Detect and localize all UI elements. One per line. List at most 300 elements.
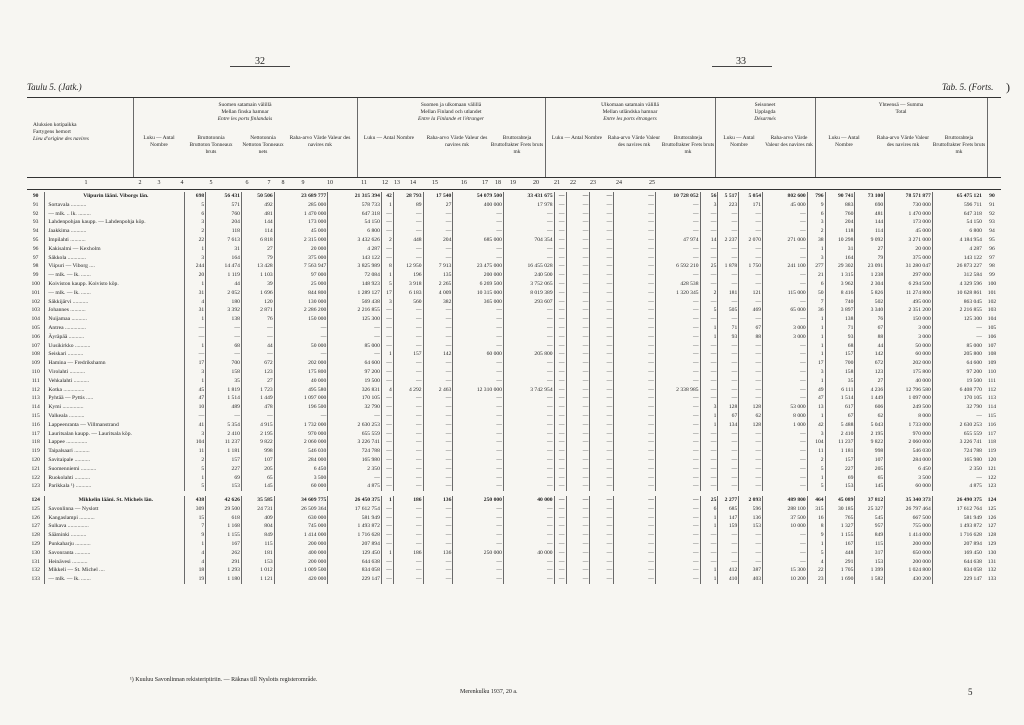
table-cell: — [503, 394, 554, 403]
table-cell: 1 [185, 377, 206, 386]
table-cell: — [614, 218, 656, 227]
row-number: 95 [32, 236, 39, 243]
table-cell: 24 731 [241, 505, 274, 514]
table-cell: — [700, 280, 718, 289]
table-cell: — [614, 324, 656, 333]
row-number: 117 [31, 430, 40, 437]
row-number: 93 [989, 219, 995, 226]
table-cell: — [718, 465, 739, 474]
table-cell: — [566, 447, 590, 456]
table-cell: — [328, 474, 382, 483]
table-cell: — [423, 254, 453, 263]
table-cell: 1 155 [206, 531, 242, 540]
table-cell: 284 000 [885, 456, 933, 465]
table-cell: — [381, 218, 393, 227]
table-cell: 121 [739, 289, 763, 298]
table-cell: 21 [807, 271, 825, 280]
table-cell: 690 [855, 201, 885, 210]
table-cell: — [590, 474, 614, 483]
table-cell: — [739, 359, 763, 368]
table-cell: 647 318 [932, 210, 983, 219]
table-cell: 765 [825, 514, 855, 523]
table-cell: — [590, 289, 614, 298]
table-cell: — [503, 447, 554, 456]
table-cell: — [614, 227, 656, 236]
table-cell: 365 000 [453, 298, 504, 307]
table-cell: — [655, 482, 700, 491]
table-cell: — [590, 359, 614, 368]
table-cell: — [453, 421, 504, 430]
table-cell: — [274, 412, 328, 421]
table-cell: 1 878 [718, 262, 739, 271]
table-cell: — [554, 262, 566, 271]
table-cell: 44 [855, 342, 885, 351]
table-caption-left: Taulu 5. (Jatk.) [27, 82, 82, 92]
table-cell: 1 [700, 522, 718, 531]
table-cell: — [700, 271, 718, 280]
table-cell: 10 000 [763, 522, 808, 531]
table-cell: 244 [185, 262, 206, 271]
row-number: 118 [31, 439, 40, 446]
table-cell: — [554, 254, 566, 263]
table-cell: — [614, 236, 656, 245]
table-cell: — [453, 575, 504, 584]
table-cell: — [453, 359, 504, 368]
table-cell: — [185, 350, 206, 359]
table-cell: 138 [825, 315, 855, 324]
table-cell: 36 [807, 306, 825, 315]
table-cell: — [393, 210, 423, 219]
row-number: 114 [987, 404, 997, 411]
table-cell: — [718, 315, 739, 324]
row-number: 94 [32, 228, 39, 235]
table-cell: 1 012 [241, 566, 274, 575]
table-cell: 618 [206, 514, 242, 523]
table-cell: 998 [855, 447, 885, 456]
table-cell: — [739, 531, 763, 540]
table-cell: — [566, 549, 590, 558]
table-cell: 114 [855, 227, 885, 236]
table-cell: — [763, 350, 808, 359]
table-cell: 6 [807, 210, 825, 219]
table-cell: 1 [185, 315, 206, 324]
table-cell: 11 [185, 447, 206, 456]
table-row [27, 333, 1001, 342]
table-cell: 2 338 985 [655, 386, 700, 395]
table-cell: 1 097 000 [274, 394, 328, 403]
table-cell: 26 873 227 [932, 262, 983, 271]
table-cell: 849 [855, 531, 885, 540]
table-cell: 93 [718, 333, 739, 342]
table-cell: 2 [185, 227, 206, 236]
table-cell: — [241, 350, 274, 359]
table-cell: 2 195 [241, 430, 274, 439]
place-name: — mlk. — lk. ....... [45, 575, 185, 584]
table-cell: 134 [718, 421, 739, 430]
table-row [27, 403, 1001, 412]
table-cell: 262 [206, 549, 242, 558]
table-cell: 1 181 [825, 447, 855, 456]
row-number: 98 [32, 263, 39, 270]
table-cell: — [739, 271, 763, 280]
table-cell: — [590, 412, 614, 421]
table-cell: 27 [423, 201, 453, 210]
table-cell: 317 [855, 549, 885, 558]
table-cell: 223 [718, 201, 739, 210]
table-cell: — [763, 342, 808, 351]
table-cell: — [566, 465, 590, 474]
table-cell: 3 [185, 430, 206, 439]
table-cell: 1 [807, 324, 825, 333]
table-cell: — [614, 447, 656, 456]
table-cell: 1 [807, 342, 825, 351]
table-cell: — [423, 474, 453, 483]
table-cell: — [763, 482, 808, 491]
row-number: 96 [989, 245, 995, 252]
subheader-value: Raha-arvo Värde Valeur des navires mk [607, 135, 661, 148]
table-cell: 148 923 [328, 280, 382, 289]
table-cell: — [590, 227, 614, 236]
table-cell: — [655, 514, 700, 523]
table-row [27, 421, 1001, 430]
table-cell: — [655, 298, 700, 307]
table-cell: 1 414 000 [274, 531, 328, 540]
table-row [27, 236, 1001, 245]
table-cell: — [423, 505, 453, 514]
place-name: Pyhtää — Pyttis ..... [45, 394, 185, 403]
corner-mark: ) [1006, 80, 1010, 94]
table-cell: — [328, 412, 382, 421]
table-cell: 145 [241, 482, 274, 491]
table-cell: — [700, 474, 718, 483]
table-cell: — [566, 359, 590, 368]
table-cell: — [554, 430, 566, 439]
table-cell: 1 [381, 201, 393, 210]
table-cell: — [763, 386, 808, 395]
table-cell: — [503, 558, 554, 567]
table-cell: — [655, 447, 700, 456]
table-cell: 644 638 [932, 558, 983, 567]
table-cell: 71 [825, 324, 855, 333]
table-row [27, 394, 1001, 403]
place-name: Jaakkima ........... [45, 227, 185, 236]
table-cell: — [241, 412, 274, 421]
table-cell: 159 [718, 522, 739, 531]
page-number-right: 33 [736, 56, 746, 67]
table-cell: 37 812 [855, 496, 885, 505]
table-cell: — [566, 324, 590, 333]
table-cell: — [453, 227, 504, 236]
table-cell: 13 428 [241, 262, 274, 271]
table-cell: — [423, 210, 453, 219]
table-cell: 8 000 [885, 412, 933, 421]
table-cell: 249 500 [885, 403, 933, 412]
table-cell: 54 150 [932, 218, 983, 227]
table-cell: — [453, 438, 504, 447]
table-cell: 430 200 [885, 575, 933, 584]
table-cell: — [655, 342, 700, 351]
table-cell: 5 [807, 482, 825, 491]
table-cell: — [614, 403, 656, 412]
table-cell: — [700, 386, 718, 395]
table-cell: — [590, 210, 614, 219]
table-cell: 14 [700, 236, 718, 245]
table-cell: 53 000 [763, 403, 808, 412]
row-number: 110 [987, 368, 997, 375]
table-cell: — [614, 522, 656, 531]
table-cell: 4 [185, 298, 206, 307]
table-cell: 128 [718, 403, 739, 412]
table-cell: 1 [807, 474, 825, 483]
row-number: 92 [32, 210, 39, 217]
row-number: 98 [989, 263, 995, 270]
table-cell: 50 000 [885, 342, 933, 351]
page-number-left: 32 [255, 56, 265, 67]
place-name: Lahdenpohjan kaupp. — Lahdenpohja köp. [45, 218, 185, 227]
table-cell: — [739, 350, 763, 359]
table-cell: 502 [855, 298, 885, 307]
table-cell: — [554, 192, 566, 201]
place-name: Parikkala ¹) ........... [45, 482, 185, 491]
table-cell: — [503, 531, 554, 540]
table-cell: — [739, 218, 763, 227]
table-cell: — [566, 412, 590, 421]
table-cell: 19 500 [932, 377, 983, 386]
table-row [27, 210, 1001, 219]
table-row [27, 218, 1001, 227]
table-cell: — [503, 210, 554, 219]
row-number: 118 [987, 439, 997, 446]
table-cell: — [700, 482, 718, 491]
table-cell: — [614, 566, 656, 575]
table-cell: — [590, 236, 614, 245]
table-cell: — [655, 333, 700, 342]
table-cell: 1 097 000 [885, 394, 933, 403]
table-cell: — [554, 447, 566, 456]
table-cell: 173 000 [885, 218, 933, 227]
table-cell: — [423, 522, 453, 531]
table-cell: — [554, 575, 566, 584]
table-cell: — [739, 342, 763, 351]
table-cell: 3 226 741 [932, 438, 983, 447]
table-cell: — [241, 324, 274, 333]
table-cell: 125 300 [932, 315, 983, 324]
table-cell: 107 [241, 456, 274, 465]
row-number: 126 [987, 514, 997, 521]
table-cell: — [274, 350, 328, 359]
table-cell: — [590, 403, 614, 412]
table-cell: 3 000 [885, 324, 933, 333]
row-number: 122 [31, 474, 40, 481]
table-cell: 186 [393, 549, 423, 558]
table-cell: — [655, 306, 700, 315]
table-cell: — [381, 342, 393, 351]
table-cell: 10 200 [763, 575, 808, 584]
table-cell: 2 410 [206, 430, 242, 439]
place-name: Säkkola ............. [45, 254, 185, 263]
row-number: 94 [989, 228, 995, 235]
table-cell: — [700, 210, 718, 219]
table-cell: 3 [807, 430, 825, 439]
column-number: 3 [157, 180, 161, 186]
table-cell: — [453, 522, 504, 531]
table-cell: — [614, 549, 656, 558]
table-cell: — [655, 394, 700, 403]
table-cell: 1 723 [241, 386, 274, 395]
table-cell: 2 [185, 456, 206, 465]
table-cell: 142 [855, 350, 885, 359]
table-cell: — [423, 430, 453, 439]
table-cell: — [393, 394, 423, 403]
table-cell: 2 286 200 [274, 306, 328, 315]
table-cell: — [566, 531, 590, 540]
place-name: Lappee ............... [45, 438, 185, 447]
table-cell: — [503, 522, 554, 531]
table-cell: 271 000 [763, 236, 808, 245]
table-cell: — [718, 386, 739, 395]
table-cell: 698 [185, 192, 206, 201]
table-row [27, 306, 1001, 315]
table-cell: — [423, 421, 453, 430]
table-cell: 64 600 [932, 359, 983, 368]
table-cell: — [381, 522, 393, 531]
table-cell: 1 696 [241, 289, 274, 298]
column-number-row [27, 180, 1001, 190]
table-cell: 42 626 [206, 496, 242, 505]
table-cell: 73 100 [855, 192, 885, 201]
table-cell: 492 [241, 201, 274, 210]
table-cell: 45 089 [825, 496, 855, 505]
table-cell: 1 716 628 [328, 531, 382, 540]
table-cell: 145 [855, 482, 885, 491]
row-number: 102 [987, 298, 997, 305]
table-cell: — [393, 514, 423, 523]
table-cell: 130 000 [274, 298, 328, 307]
table-cell: — [655, 465, 700, 474]
table-cell: — [700, 540, 718, 549]
table-cell: — [381, 505, 393, 514]
table-cell: 3 [381, 298, 393, 307]
table-cell: — [739, 298, 763, 307]
table-cell: 29 500 [206, 505, 242, 514]
table-cell: 157 [825, 350, 855, 359]
table-cell: — [393, 474, 423, 483]
table-cell: — [503, 474, 554, 483]
table-cell: — [423, 306, 453, 315]
table-cell: — [554, 377, 566, 386]
table-cell: 85 000 [932, 342, 983, 351]
table-cell: — [554, 522, 566, 531]
table-cell: — [700, 465, 718, 474]
table-cell: 2 463 [423, 386, 453, 395]
table-cell: 202 000 [885, 359, 933, 368]
table-cell: — [453, 412, 504, 421]
table-row [27, 359, 1001, 368]
table-cell: — [206, 412, 242, 421]
table-cell: 650 000 [885, 549, 933, 558]
table-cell: — [718, 558, 739, 567]
table-cell: 153 [855, 558, 885, 567]
table-cell: — [590, 280, 614, 289]
table-cell: 64 600 [328, 359, 382, 368]
table-cell: — [453, 306, 504, 315]
subheader-freight: Bruttorahteja Bruttofrakter Frets bruts mk [932, 135, 986, 155]
place-name: Ruokolahti ........... [45, 474, 185, 483]
table-row [27, 505, 1001, 514]
table-cell: — [423, 438, 453, 447]
table-cell: — [718, 540, 739, 549]
table-cell: 26 509 364 [274, 505, 328, 514]
table-cell: — [566, 315, 590, 324]
table-cell: 3 000 [763, 324, 808, 333]
table-cell: — [763, 210, 808, 219]
table-cell: — [590, 254, 614, 263]
table-cell: 5 [381, 280, 393, 289]
table-cell: — [590, 192, 614, 201]
subheader-brutto: Bruttotonnia Bruttoton Tonneaux bruts [189, 135, 233, 155]
table-cell: 2 265 [423, 280, 453, 289]
table-cell: 17 [185, 359, 206, 368]
table-cell: 1 705 [825, 566, 855, 575]
table-cell: — [566, 333, 590, 342]
table-cell: — [274, 324, 328, 333]
table-cell: — [590, 438, 614, 447]
origin-label-fi: Aluksien kotipaikka [33, 122, 77, 128]
table-cell: 297 000 [885, 271, 933, 280]
table-cell: — [590, 368, 614, 377]
row-number: 103 [31, 307, 40, 314]
subheader-value: Raha-arvo Värde Valeur des navires mk [289, 135, 351, 148]
table-cell: — [763, 549, 808, 558]
table-cell: — [566, 236, 590, 245]
table-cell: 41 [185, 421, 206, 430]
table-cell: — [554, 368, 566, 377]
row-number: 99 [32, 272, 39, 279]
table-cell: 685 000 [453, 236, 504, 245]
table-row [27, 350, 1001, 359]
table-cell: — [554, 403, 566, 412]
table-cell: 153 [739, 522, 763, 531]
table-cell: 4 [185, 549, 206, 558]
table-cell: — [655, 430, 700, 439]
table-cell: 704 354 [503, 236, 554, 245]
table-cell: 89 [393, 201, 423, 210]
place-name: Viipuri — Viborg .... [45, 262, 185, 271]
table-cell: — [700, 245, 718, 254]
table-cell: 464 [807, 496, 825, 505]
table-cell: 23 091 [855, 262, 885, 271]
table-row [27, 430, 1001, 439]
table-cell: 136 [739, 514, 763, 523]
row-number: 111 [31, 377, 40, 384]
table-cell: — [566, 514, 590, 523]
table-cell: 68 [825, 342, 855, 351]
row-number: 113 [31, 395, 40, 402]
row-number: 106 [987, 333, 997, 340]
table-cell: — [718, 438, 739, 447]
table-cell: 1 690 [825, 575, 855, 584]
table-cell: — [554, 210, 566, 219]
table-cell: 9 092 [855, 236, 885, 245]
table-cell: 205 [855, 465, 885, 474]
table-cell: — [655, 474, 700, 483]
table-cell: — [381, 558, 393, 567]
place-name: Savitaipale ........... [45, 456, 185, 465]
table-cell: — [381, 324, 393, 333]
table-cell: 150 000 [885, 315, 933, 324]
table-cell: 54 079 500 [453, 192, 504, 201]
table-cell: 1 732 000 [274, 421, 328, 430]
